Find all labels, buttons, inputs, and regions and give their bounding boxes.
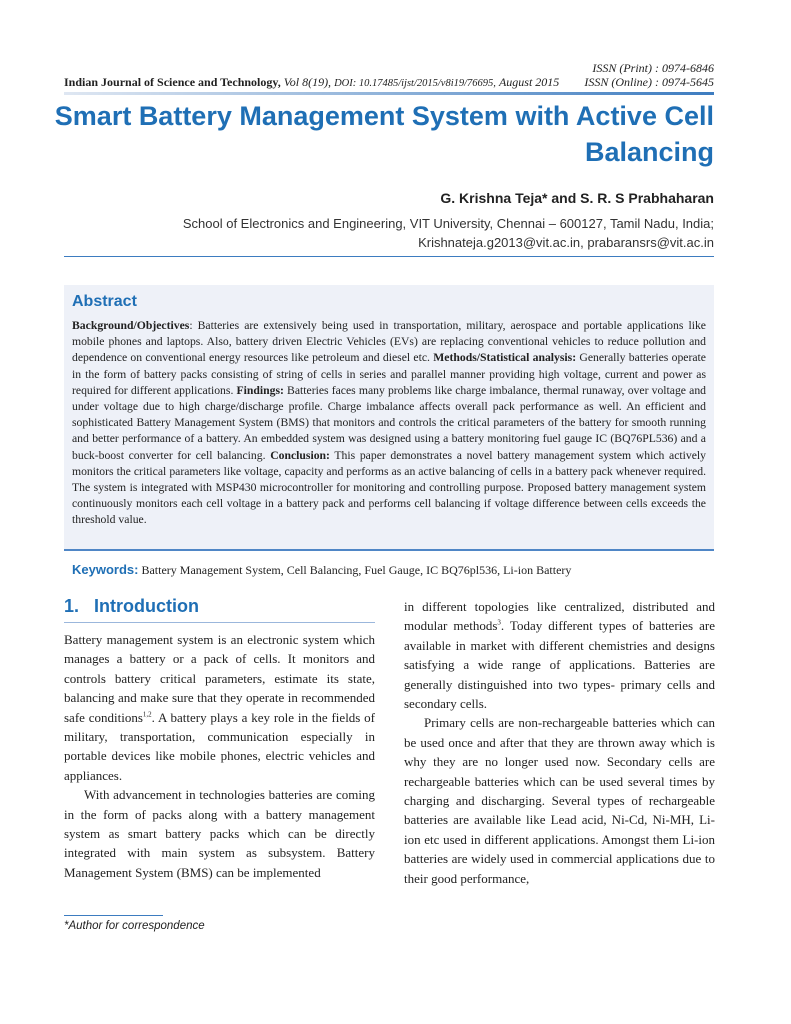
affiliation-divider	[64, 256, 714, 257]
abstract-text: Background/Objectives: Batteries are extensively being used in transportation, military, aerospace and portable applications like mobile phones and laptops. Also, battery driven Electric Vehicles (EVs) are replacing conventional vehicles to reduce pollution and dependence on conventional energy resources like petroleum and diesel etc. Methods/Statistical analysis: Generally batteries operate in the form of battery packs consisting of string of cells in series and parallel manner providing high voltage, current and power as required for different applications. Findings: Batteries faces many problems like charge imbalance, thermal runaway, over voltage and under voltage due to high charge/discharge profile. Charge imbalance affects overall pack performance as well. An efficient and sophisticated Battery Management System (BMS) that monitors and controls the critical parameters of the battery for smooth running and better performance of a battery. An embedded system was designed using a battery monitoring fuel gauge IC (BQ76PL536) and a buck-boost converter for cell balancing. Conclusion: This paper demonstrates a novel battery management system which actively monitors the critical parameters like voltage, capacity and performs as an active balancing of cells in a battery pack whenever required. The system is integrated with MSP430 microcontroller for monitoring and controlling purpose. Proposed battery management system continuously monitors each cell voltage in a battery pack and performs cell balancing if voltage difference between cells exceeds the threshold value.	[72, 319, 707, 527]
footnote-divider	[64, 915, 163, 916]
paper-title: Smart Battery Management System with Active Cell Balancing	[54, 101, 714, 167]
header-divider	[64, 92, 714, 95]
section-heading-introduction: 1. Introduction	[64, 596, 199, 616]
paragraph: Battery management system is an electronic system which manages a battery or a pack of cells. It monitors and controls battery critical parameters, estimate its state, balancing and make sure that they operate in recommended safe conditions$^{1,2}$. A battery plays a key role in the fields of military, transportation, communication especially in portable devices like mobile phones, electric vehicles and appliances.	[64, 632, 376, 783]
abstract-heading: Abstract	[72, 293, 137, 310]
paragraph: Primary cells are non-rechargeable batteries which can be used once and after that they are thrown away which is why they are no longer used now. Secondary cells are rechargeable batteries which can be used several times by charging and discharging. Several types of rechargeable batteries are available like Lead acid, Ni-Cd, Ni-MH, Li-ion etc used in different applications. Amongst them Li-ion batteries are widely used in commercial applications due to their good performance,	[404, 715, 715, 886]
authors: G. Krishna Teja* and S. R. S Prabhaharan	[440, 190, 714, 206]
keywords: Keywords: Battery Management System, Cell Balancing, Fuel Gauge, IC BQ76pl536, Li-ion Battery	[72, 562, 572, 577]
paragraph: in different topologies like centralized, distributed and modular methods$^3$. Today different types of batteries are available in market with different chemistries and designs satisfying a wide range of applications. Batteries are generally distinguished into two types- primary cells and secondary cells.	[404, 599, 715, 712]
author-emails: Krishnateja.g2013@vit.ac.in, prabaransrs@vit.ac.in	[418, 235, 714, 250]
issn-print: ISSN (Print) : 0974-6846	[592, 61, 714, 75]
journal-citation: Indian Journal of Science and Technology, Vol 8(19), DOI: 10.17485/ijst/2015/v8i19/76695, August 2015	[64, 75, 560, 89]
footnote: *Author for correspondence	[64, 920, 205, 932]
affiliation-line: School of Electronics and Engineering, VIT University, Chennai – 600127, Tamil Nadu, India;	[182, 216, 714, 231]
left-column	[64, 630, 375, 882]
paragraph: With advancement in technologies batteries are coming in the form of packs along with a battery management system as smart battery packs which can be directly integrated with main system as subsystem. Battery Management System (BMS) can be implemented	[64, 787, 375, 880]
issn-online: ISSN (Online) : 0974-5645	[584, 75, 714, 89]
right-column	[404, 597, 715, 888]
affiliation	[183, 214, 714, 252]
abstract-box	[64, 285, 714, 551]
issn-block	[584, 61, 714, 89]
section-divider	[64, 622, 375, 623]
